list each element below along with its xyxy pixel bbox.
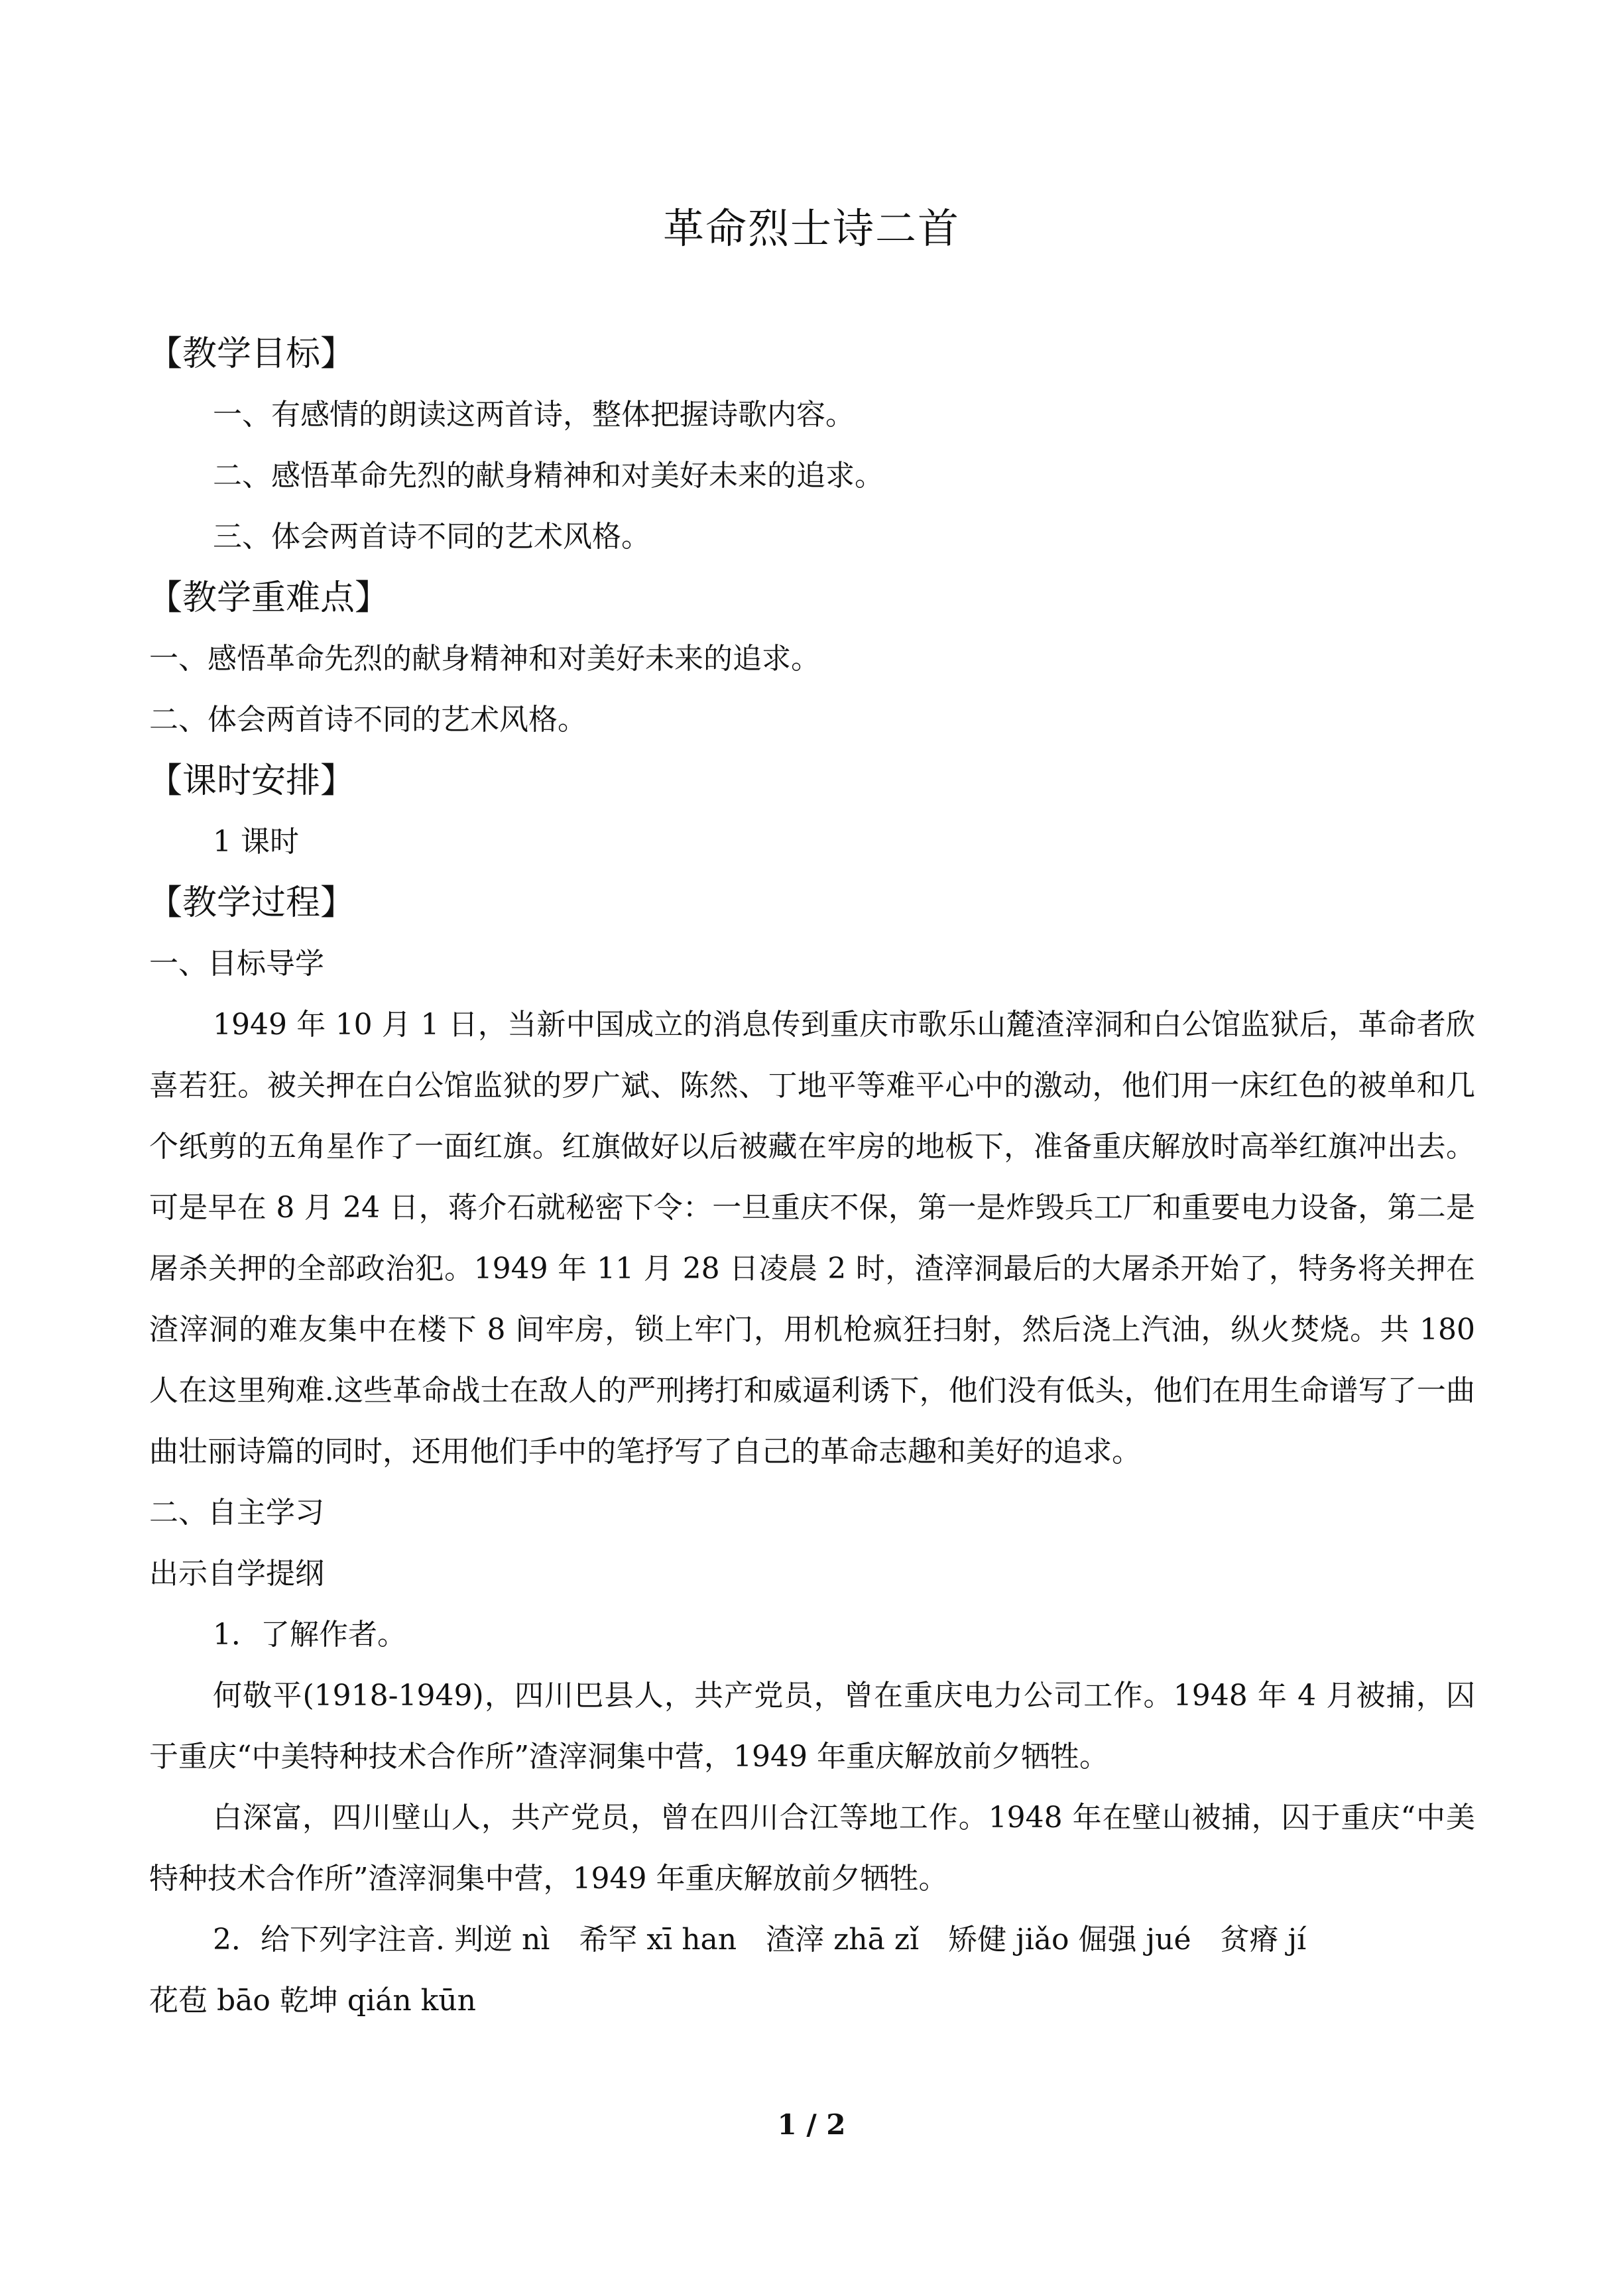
key-point-item: 一、感悟革命先烈的献身精神和对美好未来的追求。 <box>149 642 820 676</box>
objective-item: 二、感悟革命先烈的献身精神和对美好未来的追求。 <box>213 459 884 493</box>
outline-label: 出示自学提纲 <box>149 1557 324 1591</box>
document-body <box>149 324 1475 2031</box>
objectives-heading: 【教学目标】 <box>148 334 355 374</box>
schedule-text: 1 课时 <box>213 825 299 859</box>
task2-line1: 2．给下列字注音. 判逆 nì 希罕 xī han 渣滓 zhā zǐ 矫健 jiǎo 倔强 jué 贫瘠 jí <box>213 1923 1307 1957</box>
step1-paragraph: 1949 年 10 月 1 日，当新中国成立的消息传到重庆市歌乐山麓渣滓洞和白公馆监狱后，革命者欣喜若狂。被关押在白公馆监狱的罗广斌、陈然、丁地平等难平心中的激动，他们用一床红色的被单和几个纸剪的五角星作了一面红旗。红旗做好以后被藏在牢房的地板下，准备重庆解放时高举红旗冲出去。可是早在 8 月 24 日，蒋介石就秘密下令：一旦重庆不保，第一是炸毁兵工厂和重要电力设备，第二是屠杀关押的全部政治犯。1949 年 11 月 28 日凌晨 2 时，渣滓洞最后的大屠杀开始了，特务将关押在渣滓洞的难友集中在楼下 8 间牢房，锁上牢门，用机枪疯狂扫射，然后浇上汽油，纵火焚烧。共 180 人在这里殉难.这些革命战士在敌人的严刑拷打和威逼利诱下，他们没有低头，他们在用生命谱写了一曲曲壮丽诗篇的同时，还用他们手中的笔抒写了自己的革命志趣和美好的追求。 <box>149 1008 1475 1469</box>
task1-label: 1．了解作者。 <box>213 1618 406 1652</box>
key-point-item: 二、体会两首诗不同的艺术风格。 <box>149 703 587 737</box>
author1-paragraph: 何敬平(1918-1949)，四川巴县人，共产党员，曾在重庆电力公司工作。1948 年 4 月被捕，囚于重庆“中美特种技术合作所”渣滓洞集中营，1949 年重庆解放前夕牺牲。 <box>149 1679 1475 1774</box>
process-heading: 【教学过程】 <box>148 883 355 923</box>
page-number: 1 / 2 <box>777 2108 846 2141</box>
author2-paragraph: 白深富，四川壁山人，共产党员，曾在四川合江等地工作。1948 年在壁山被捕，囚于重庆“中美特种技术合作所”渣滓洞集中营，1949 年重庆解放前夕牺牲。 <box>149 1801 1475 1896</box>
document-title: 革命烈士诗二首 <box>662 204 960 253</box>
task2-line2: 花苞 bāo 乾坤 qián kūn <box>149 1984 476 2018</box>
key-points-heading: 【教学重难点】 <box>148 578 390 618</box>
step1-title: 一、目标导学 <box>149 947 324 981</box>
step2-title: 二、自主学习 <box>149 1496 324 1530</box>
objective-item: 一、有感情的朗读这两首诗，整体把握诗歌内容。 <box>213 398 855 432</box>
schedule-heading: 【课时安排】 <box>148 761 355 801</box>
objective-item: 三、体会两首诗不同的艺术风格。 <box>213 520 650 554</box>
